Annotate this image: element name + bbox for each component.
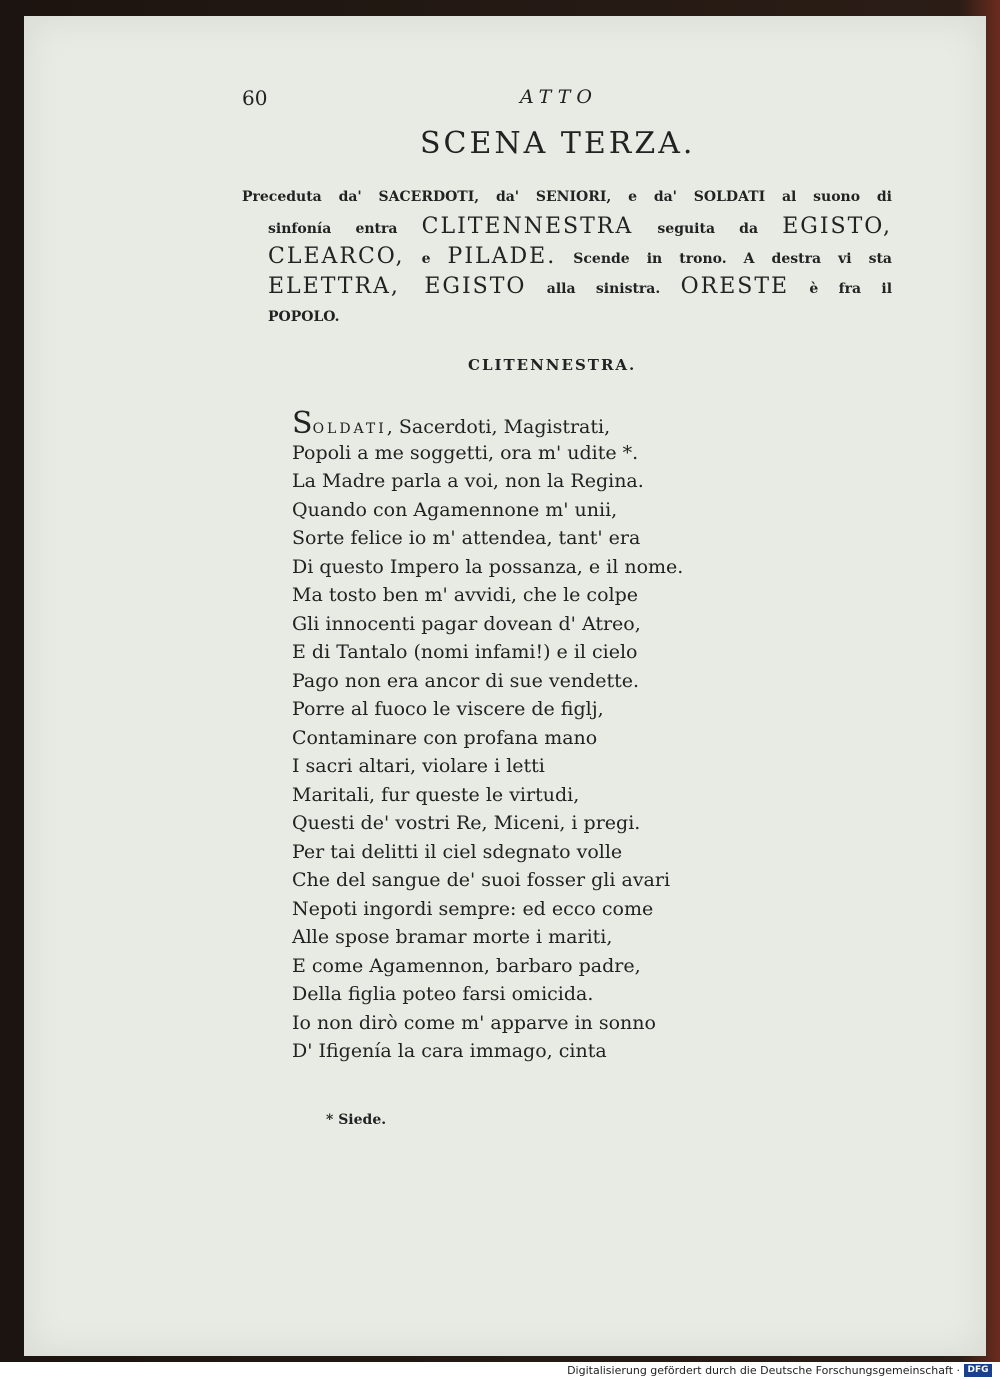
dfg-logo-icon: DFG xyxy=(964,1364,992,1377)
scene-title: SCENA TERZA. xyxy=(420,126,696,161)
verse-line: Sorte felice io m' attendea, tant' era xyxy=(292,527,641,549)
character-name: CLITENNESTRA xyxy=(421,214,634,239)
character-name: ELETTRA, EGISTO xyxy=(268,274,527,299)
footer-credit: Digitalisierung gefördert durch die Deutsche Forschungsgemeinschaft · xyxy=(567,1364,960,1377)
sd-text: alla sinistra. xyxy=(546,281,661,297)
character-name: EGISTO, xyxy=(782,214,893,239)
verse-line: Ma tosto ben m' avvidi, che le colpe xyxy=(292,584,638,606)
verse-line: Questi de' vostri Re, Miceni, i pregi. xyxy=(292,812,641,834)
stage-direction-line-3 xyxy=(242,242,892,272)
verse-line: E di Tantalo (nomi infami!) e il cielo xyxy=(292,641,638,663)
sd-text: sinfonía entra xyxy=(268,221,398,237)
running-head: ATTO xyxy=(520,86,598,108)
verse-line: Alle spose bramar morte i mariti, xyxy=(292,926,613,948)
verse-line: La Madre parla a voi, non la Regina. xyxy=(292,470,644,492)
verse-line: Della figlia poteo farsi omicida. xyxy=(292,983,594,1005)
verse-line: Popoli a me soggetti, ora m' udite *. xyxy=(292,441,639,464)
footnote: * Siede. xyxy=(326,1112,387,1128)
initial-letter: S xyxy=(292,406,313,441)
verse-line: Pago non era ancor di sue vendette. xyxy=(292,669,640,692)
verse-line: Porre al fuoco le viscere de figlj, xyxy=(292,698,604,720)
sd-text: e xyxy=(421,251,431,267)
verse-line: I sacri altari, violare i letti xyxy=(292,755,545,777)
verse-line: Quando con Agamennone m' unii, xyxy=(292,498,618,521)
verse-text: , Sacerdoti, Magistrati, xyxy=(386,416,611,438)
verse-line: Contaminare con profana mano xyxy=(292,726,598,749)
stage-direction-line-5: POPOLO. xyxy=(268,309,340,325)
verse-line: Di questo Impero la possanza, e il nome. xyxy=(292,555,684,578)
character-name: CLEARCO, xyxy=(268,244,405,269)
sd-text: Scende in trono. A destra vi sta xyxy=(573,251,893,267)
verse-line: E come Agamennon, barbaro padre, xyxy=(292,954,641,977)
sd-text: seguita da xyxy=(657,221,759,237)
verse-block xyxy=(292,406,852,1066)
stage-direction-line-4 xyxy=(242,272,892,302)
verse-line: Che del sangue de' suoi fosser gli avari xyxy=(292,869,671,891)
character-name: PILADE. xyxy=(447,244,557,269)
stage-direction xyxy=(242,182,892,332)
verse-line: Maritali, fur queste le virtudi, xyxy=(292,783,580,806)
verse-line: Nepoti ingordi sempre: ed ecco come xyxy=(292,897,654,920)
page-number: 60 xyxy=(242,86,268,110)
stage-direction-line-2 xyxy=(242,212,892,242)
verse-line: Gli innocenti pagar dovean d' Atreo, xyxy=(292,612,641,635)
small-caps-word: OLDATI xyxy=(312,421,387,437)
character-name: ORESTE xyxy=(680,274,790,299)
verse-line: Io non dirò come m' apparve in sonno xyxy=(292,1011,656,1034)
verse-line: D' Ifigenía la cara immago, cinta xyxy=(292,1040,607,1062)
stage-direction-line-1: Preceduta da' SACERDOTI, da' SENIORI, e da' SOLDATI al suono di xyxy=(242,189,892,205)
verse-line-first xyxy=(292,406,852,441)
verse-line: Per tai delitti il ciel sdegnato volle xyxy=(292,840,623,863)
speaker-name: CLITENNESTRA. xyxy=(468,356,637,374)
sd-text: è fra il xyxy=(809,281,893,297)
